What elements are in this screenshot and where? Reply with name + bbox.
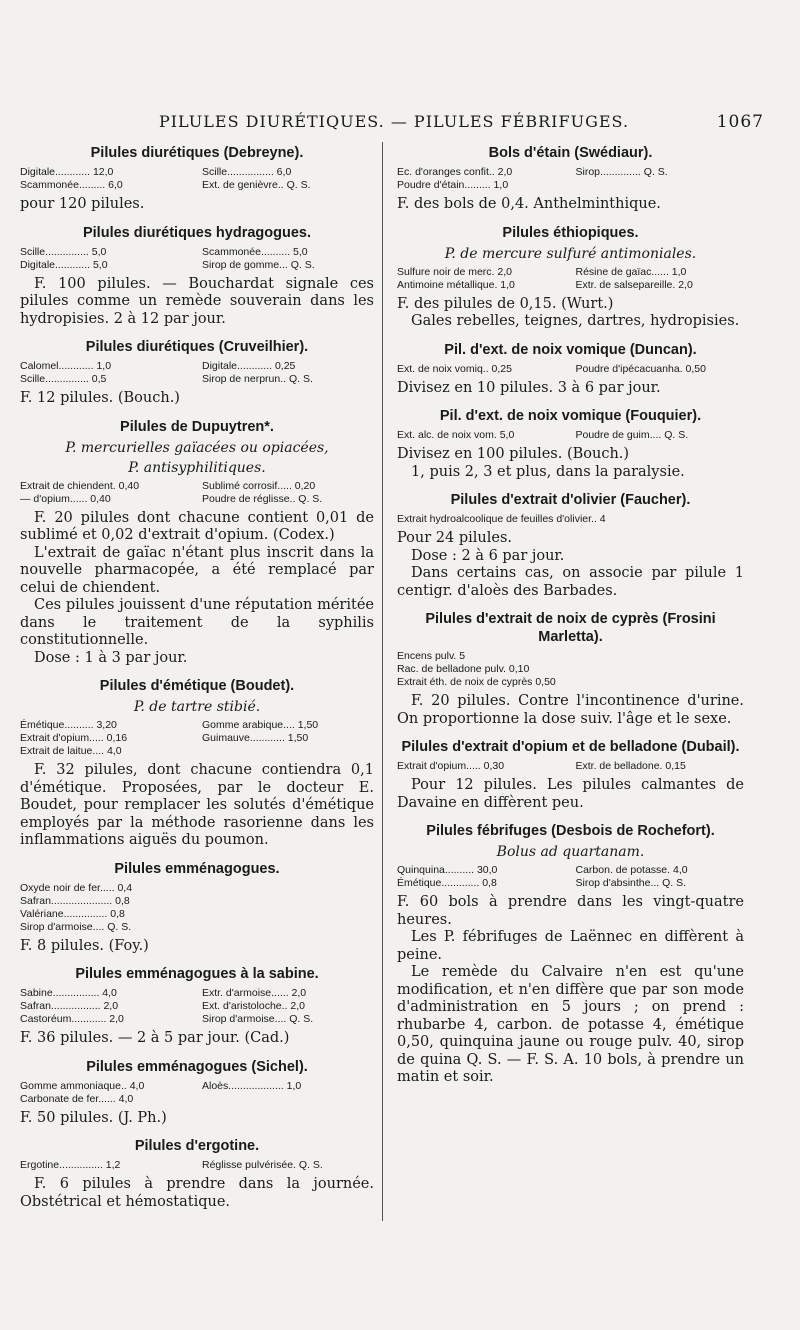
recipe-text: Dose : 2 à 6 par jour.	[411, 547, 565, 564]
ingredient-list	[397, 166, 744, 192]
recipe-text: 1, puis 2, 3 et plus, dans la paralysie.	[411, 463, 685, 480]
running-title: PILULES DIURÉTIQUES. — PILULES FÉBRIFUGES.	[158, 112, 630, 131]
left-column	[20, 142, 382, 1221]
recipe-entry	[397, 822, 744, 1087]
ingredient-item: Safran................. 2,0	[20, 1000, 119, 1012]
recipe-entry	[20, 338, 374, 408]
recipe-text: Dans certains cas, on associe par pilule 1 centigr. d'aloès des Barbades.	[397, 565, 744, 599]
recipe-entry	[397, 491, 744, 600]
ingredient-list	[397, 266, 744, 292]
ingredient-item: Résine de gaïac...... 1,0	[575, 265, 687, 278]
ingredient-item: Ergotine............... 1,2	[20, 1159, 121, 1171]
ingredient-item: Ext. alc. de noix vom. 5,0	[397, 429, 515, 441]
recipe-text: Pour 12 pilules. Les pilules calmantes de Davaine en diffèrent peu.	[397, 777, 744, 811]
ingredient-item: Aloès................... 1,0	[202, 1079, 302, 1092]
ingredient-item: Quinquina.......... 30,0	[397, 864, 498, 876]
recipe-title: Pilules diurétiques (Debreyne).	[90, 145, 304, 161]
ingredient-item: Digitale............ 5,0	[20, 258, 108, 271]
recipe-text: F. 8 pilules. (Foy.)	[20, 937, 149, 954]
recipe-text: Ces pilules jouissent d'une réputation méritée dans le traitement de la syphilis constitutionnelle.	[20, 597, 374, 648]
recipe-entry	[397, 341, 744, 398]
recipe-entry	[20, 1137, 374, 1211]
ingredient-item: Sabine................ 4,0	[20, 987, 117, 999]
ingredient-item: Gomme ammoniaque.. 4,0	[20, 1079, 145, 1092]
ingredient-item: Gomme arabique.... 1,50	[202, 719, 319, 731]
recipe-text: F. 32 pilules, dont chacune contiendra 0,1 d'émétique. Proposées, par le docteur E. Boudet, pour remplacer les solutés d'émétique employés par la méthode rasorienne dans les inflammations aiguës du poumon.	[20, 762, 374, 848]
recipe-text: F. 36 pilules. — 2 à 5 par jour. (Cad.)	[20, 1030, 290, 1046]
ingredient-list	[20, 246, 374, 272]
ingredient-item: Émétique............. 0,8	[397, 877, 497, 889]
recipe-text: F. 20 pilules dont chacune contient 0,01 de sublimé et 0,02 d'extrait d'opium. (Codex.)	[20, 509, 374, 543]
ingredient-item: Sirop.............. Q. S.	[575, 166, 668, 178]
ingredient-item: Extrait éth. de noix de cyprès 0,50	[397, 676, 556, 688]
ingredient-item: Poudre de réglisse.. Q. S.	[202, 492, 323, 505]
page-number: 1067	[716, 112, 764, 132]
ingredient-item: Rac. de belladone pulv. 0,10	[397, 663, 530, 675]
ingredient-list	[20, 987, 374, 1026]
ingredient-item: Antimoine métallique. 1,0	[397, 278, 515, 291]
ingredient-item: Carbonate de fer...... 4,0	[20, 1092, 134, 1105]
ingredient-list	[20, 719, 374, 758]
recipe-title: Pilules éthiopiques.	[502, 224, 639, 241]
ingredient-item: Oxyde noir de fer..... 0,4	[20, 881, 133, 894]
ingredient-list	[20, 166, 374, 192]
ingredient-item: Digitale............ 0,25	[202, 360, 296, 372]
ingredient-list	[397, 760, 744, 773]
ingredient-item: Valériane............... 0,8	[20, 907, 125, 920]
recipe-entry	[397, 610, 744, 728]
ingredient-item: Extrait hydroalcoolique de feuilles d'olivier.. 4	[397, 513, 606, 525]
recipe-text: Les P. fébrifuges de Laënnec en diffèrent à peine.	[397, 929, 744, 963]
ingredient-item: Sirop de nerprun.. Q. S.	[202, 373, 313, 385]
recipe-text: Divisez en 100 pilules. (Bouch.)	[397, 446, 630, 462]
recipe-title: Pilules emménagogues (Sichel).	[86, 1058, 308, 1075]
recipe-entry	[20, 677, 374, 850]
ingredient-item: Encens pulv. 5	[397, 650, 466, 662]
ingredient-item: Castoréum............ 2,0	[20, 1013, 124, 1025]
recipe-title: Pilules fébrifuges (Desbois de Rochefort).	[426, 823, 715, 839]
ingredient-list	[20, 1159, 374, 1172]
ingredient-item: Extrait de laitue.... 4,0	[20, 745, 122, 757]
recipe-entry	[20, 860, 374, 956]
ingredient-item: Extr. d'armoise...... 2,0	[202, 987, 307, 999]
recipe-entry	[20, 1058, 374, 1128]
ingredient-item: Ext. d'aristoloche.. 2,0	[202, 1000, 305, 1012]
ingredient-list	[20, 360, 374, 386]
ingredient-item: Ext. de noix vomiq.. 0,25	[397, 362, 512, 375]
ingredient-item: Scammonée.......... 5,0	[202, 245, 308, 258]
ingredient-item: Sirop d'armoise.... Q. S.	[20, 920, 132, 933]
recipe-text: F. 6 pilules à prendre dans la journée. Obstétrical et hémostatique.	[20, 1176, 374, 1210]
ingredient-item: Poudre d'étain......... 1,0	[397, 179, 509, 191]
ingredient-item: Ec. d'oranges confit.. 2,0	[397, 166, 513, 178]
recipe-entry	[397, 738, 744, 812]
recipe-entry	[397, 224, 744, 331]
recipe-entry	[20, 144, 374, 214]
recipe-subtitle: Bolus ad quartanam.	[496, 844, 645, 860]
ingredient-item: Émétique.......... 3,20	[20, 719, 117, 731]
recipe-title: Pil. d'ext. de noix vomique (Fouquier).	[439, 408, 702, 424]
ingredient-item: Extrait de chiendent. 0,40	[20, 479, 140, 492]
ingredient-list	[397, 363, 744, 376]
recipe-text: F. 20 pilules. Contre l'incontinence d'urine. On proportionne la dose suiv. l'âge et le sexe.	[397, 693, 744, 727]
ingredient-list	[20, 1080, 374, 1106]
recipe-title: Bols d'étain (Swédiaur).	[488, 145, 653, 161]
recipe-text: F. des bols de 0,4. Anthelminthique.	[397, 196, 661, 212]
ingredient-item: Extrait d'opium..... 0,30	[397, 760, 505, 772]
ingredient-item: Scille................ 6,0	[202, 166, 292, 178]
recipe-title: Pilules d'extrait de noix de cyprès (Frosini Marletta).	[425, 611, 716, 645]
recipe-title: Pilules d'extrait d'olivier (Faucher).	[450, 492, 691, 508]
ingredient-item: Extr. de salsepareille. 2,0	[575, 278, 693, 291]
recipe-text: Gales rebelles, teignes, dartres, hydropisies.	[411, 313, 740, 329]
recipe-entry	[397, 144, 744, 214]
ingredient-list	[397, 513, 744, 526]
ingredient-list	[20, 480, 374, 506]
recipe-text: Le remède du Calvaire n'en est qu'une modification, et n'en diffère que par son mode d'administration en 5 jours ; on prend : rhubarbe 4, carbon. de potasse 4, émétique 0,50, quinquina jaune ou rouge pulv. 40, sirop de quina Q. S. — F. S. A. 10 bols, à prendre un matin et soir.	[397, 964, 744, 1085]
ingredient-list	[20, 882, 374, 934]
recipe-entry	[20, 418, 374, 668]
ingredient-list	[397, 864, 744, 890]
ingredient-item: Extrait d'opium..... 0,16	[20, 732, 128, 744]
recipe-text: F. 12 pilules. (Bouch.)	[20, 390, 180, 406]
recipe-title: Pilules emménagogues à la sabine.	[75, 966, 319, 982]
recipe-entry	[20, 965, 374, 1048]
ingredient-item: Sirop de gomme... Q. S.	[202, 258, 315, 271]
recipe-title: Pilules emménagogues.	[114, 860, 280, 877]
recipe-title: Pilules diurétiques (Cruveilhier).	[85, 339, 309, 355]
ingredient-item: Calomel............ 1,0	[20, 360, 112, 372]
running-header	[20, 112, 768, 138]
recipe-text: Dose : 1 à 3 par jour.	[34, 649, 188, 666]
recipe-title: Pilules d'extrait d'opium et de belladone (Dubail).	[401, 739, 740, 755]
recipe-entry	[397, 407, 744, 481]
recipe-text: Pour 24 pilules.	[397, 530, 513, 546]
right-column	[382, 142, 744, 1221]
ingredient-item: Poudre d'ipécacuanha. 0,50	[575, 362, 706, 375]
recipe-text: L'extrait de gaïac n'étant plus inscrit dans la nouvelle pharmacopée, a été remplacé par celui de chiendent.	[20, 544, 374, 596]
recipe-text: F. des pilules de 0,15. (Wurt.)	[397, 295, 614, 312]
ingredient-item: Extr. de belladone. 0,15	[575, 760, 686, 772]
ingredient-item: Scille............... 5,0	[20, 245, 107, 258]
ingredient-item: Carbon. de potasse. 4,0	[575, 864, 688, 876]
ingredient-list	[397, 650, 744, 689]
recipe-text: pour 120 pilules.	[20, 196, 145, 212]
recipe-title: Pilules diurétiques hydragogues.	[82, 224, 312, 241]
ingredient-item: Scille............... 0,5	[20, 373, 107, 385]
recipe-title: Pilules d'ergotine.	[134, 1138, 260, 1154]
ingredient-item: Digitale............ 12,0	[20, 166, 114, 178]
recipe-text: F. 100 pilules. — Bouchardat signale ces pilules comme un remède souverain dans les hydropisies. 2 à 12 par jour.	[20, 275, 374, 327]
ingredient-item: Scammonée......... 6,0	[20, 179, 123, 191]
recipe-text: F. 60 bols à prendre dans les vingt-quatre heures.	[397, 894, 744, 928]
ingredient-item: Sublimé corrosif..... 0,20	[202, 479, 316, 492]
ingredient-item: Sirop d'absinthe... Q. S.	[575, 877, 687, 889]
recipe-title: Pil. d'ext. de noix vomique (Duncan).	[444, 341, 697, 358]
ingredient-item: Sulfure noir de merc. 2,0	[397, 265, 512, 278]
two-column-body	[20, 142, 768, 1221]
ingredient-item: Poudre de guim.... Q. S.	[575, 429, 689, 441]
recipe-subtitle: P. mercurielles gaïacées ou opiacées,	[65, 439, 329, 456]
ingredient-item: Réglisse pulvérisée. Q. S.	[202, 1159, 323, 1171]
recipe-text: F. 50 pilules. (J. Ph.)	[20, 1109, 167, 1126]
ingredient-item: Sirop d'armoise.... Q. S.	[202, 1013, 314, 1025]
recipe-subtitle: P. antisyphilitiques.	[128, 459, 266, 476]
ingredient-item: Ext. de genièvre.. Q. S.	[202, 179, 311, 191]
recipe-text: Divisez en 10 pilules. 3 à 6 par jour.	[397, 379, 661, 396]
ingredient-item: Safran..................... 0,8	[20, 894, 130, 907]
recipe-title: Pilules d'émétique (Boudet).	[99, 678, 295, 694]
recipe-title: Pilules de Dupuytren*.	[120, 418, 274, 435]
recipe-entry	[20, 224, 374, 329]
recipe-subtitle: P. de tartre stibié.	[133, 699, 261, 715]
ingredient-list	[397, 429, 744, 442]
ingredient-item: Guimauve............ 1,50	[202, 732, 309, 744]
ingredient-item: — d'opium...... 0,40	[20, 492, 111, 505]
recipe-subtitle: P. de mercure sulfuré antimoniales.	[444, 245, 697, 262]
